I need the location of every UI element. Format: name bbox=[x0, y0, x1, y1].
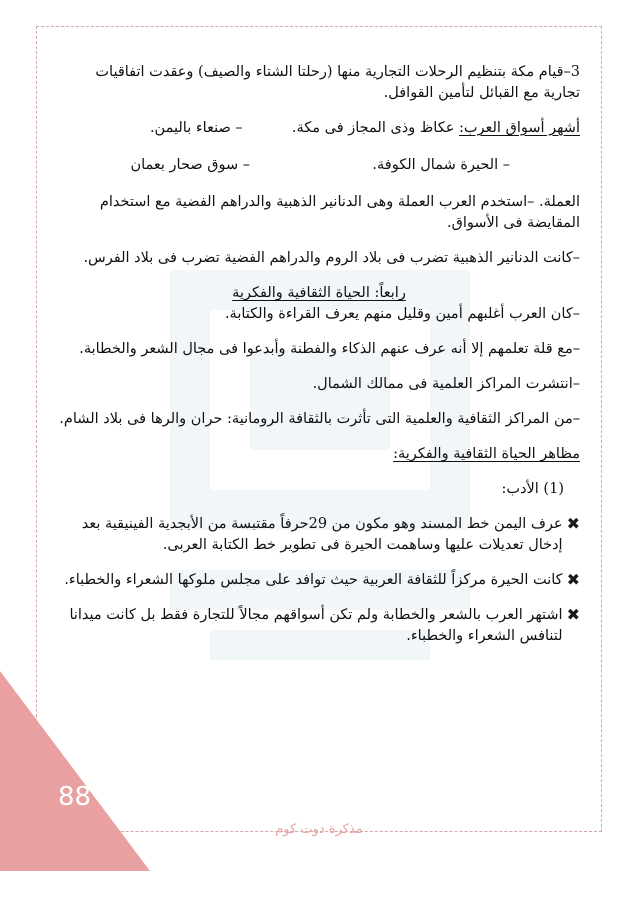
culture-line-4: –من المراكز الثقافية والعلمية التى تأثرت بالثقافة الرومانية: حران والرها فى بلاد الشام. bbox=[59, 411, 580, 428]
point-3: 3–قيام مكة بتنظيم الرحلات التجارية منها (رحلتا الشتاء والصيف) وعقدت اتفاقيات تجارية مع القبائل لتأمين القوافل. bbox=[95, 64, 580, 102]
bullet-item-3 bbox=[58, 605, 580, 647]
cross-icon: ✖ bbox=[566, 570, 580, 590]
bullet-text-3: اشتهر العرب بالشعر والخطابة ولم تكن أسواقهم مجالاً للتجارة فقط بل كانت ميدانا لتنافس الشعراء والخطباء. bbox=[69, 607, 563, 645]
footer-brand: مذكرة دوت كوم bbox=[275, 822, 363, 837]
markets-label: أشهر أسواق العرب: bbox=[458, 120, 580, 137]
corner-decoration bbox=[0, 671, 150, 871]
markets-line bbox=[58, 118, 580, 139]
manifestations-heading: مظاهر الحياة الثقافية والفكرية: bbox=[393, 446, 580, 463]
bullet-text-1: عرف اليمن خط المسند وهو مكون من 29حرفاً مقتبسة من الأبجدية الفينيقية بعد إدخال تعديلات عليها وساهمت الحيرة فى تطوير خط الكتابة العربى. bbox=[81, 516, 563, 554]
page-number: 88 bbox=[58, 782, 92, 812]
page-content bbox=[58, 62, 580, 661]
culture-line-3: –انتشرت المراكز العلمية فى ممالك الشمال. bbox=[312, 376, 580, 393]
market-okaz: عكاظ وذى المجاز فى مكة. bbox=[291, 120, 455, 137]
cross-icon: ✖ bbox=[566, 514, 580, 534]
coins-line: –كانت الدنانير الذهبية تضرب فى بلاد الروم والدراهم الفضية تضرب فى بلاد الفرس. bbox=[83, 250, 580, 267]
market-sanaa: – صنعاء باليمن. bbox=[149, 120, 243, 137]
culture-line-2: –مع قلة تعلمهم إلا أنه عرف عنهم الذكاء والفطنة وأبدعوا فى مجال الشعر والخطابة. bbox=[79, 341, 580, 358]
culture-line-1: –كان العرب أغلبهم أمين وقليل منهم يعرف القراءة والكتابة. bbox=[224, 306, 580, 323]
market-hira: – الحيرة شمال الكوفة. bbox=[372, 157, 510, 174]
bullet-item-1 bbox=[58, 514, 580, 556]
literature-heading: (1) الأدب: bbox=[501, 481, 564, 498]
bullet-text-2: كانت الحيرة مركزاً للثقافة العربية حيث توافد على مجلس ملوكها الشعراء والخطباء. bbox=[64, 572, 563, 589]
bullet-item-2 bbox=[58, 570, 580, 591]
section-title: رابعاً: الحياة الثقافية والفكرية bbox=[232, 285, 406, 302]
market-sohar: – سوق صحار بعمان bbox=[130, 157, 250, 174]
currency-line: العملة. –استخدم العرب العملة وهى الدنانير الذهبية والدراهم الفضية مع استخدام المقايضة فى الأسواق. bbox=[99, 194, 580, 232]
cross-icon: ✖ bbox=[566, 605, 580, 625]
markets-row-2 bbox=[58, 155, 580, 176]
